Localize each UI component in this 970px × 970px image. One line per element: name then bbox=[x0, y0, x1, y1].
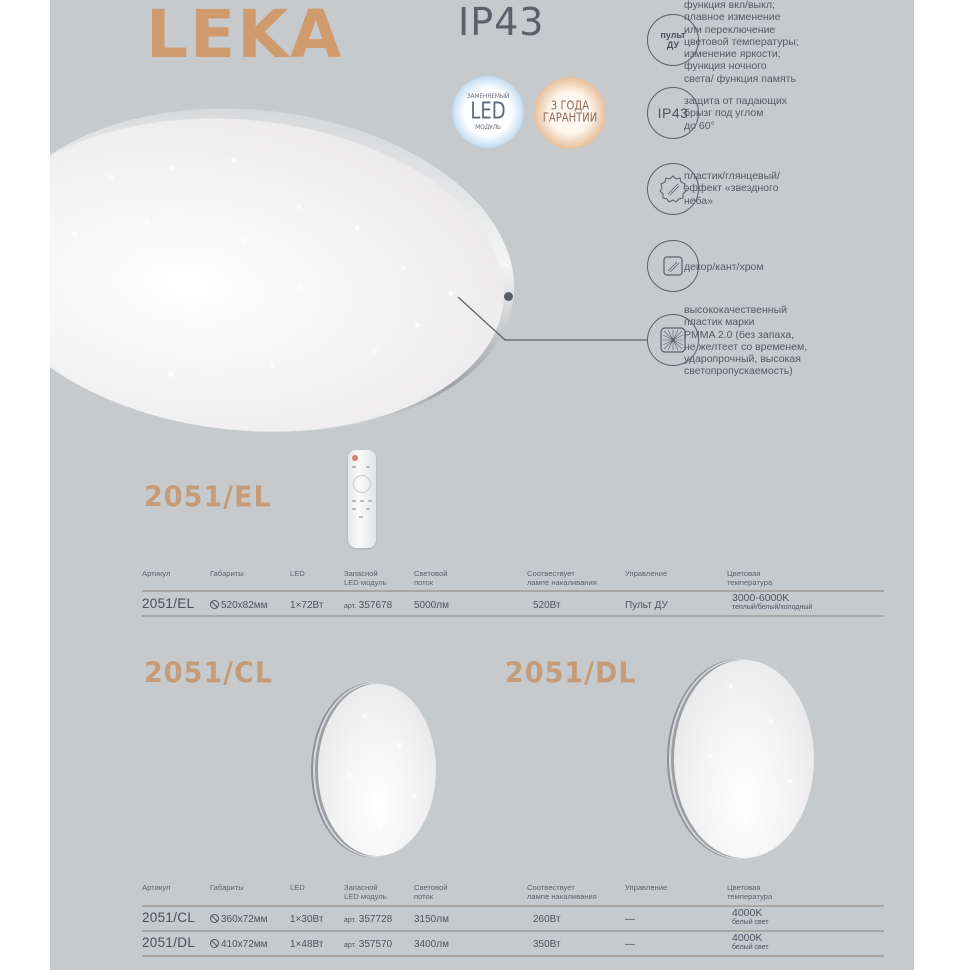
remote-icon-label-2: ДУ bbox=[666, 40, 680, 50]
ip43-icon-label: IP43 bbox=[657, 105, 689, 121]
col-equiv: Соотвествует лампе накаливания bbox=[527, 883, 597, 901]
table-rule bbox=[142, 955, 884, 957]
table-rule bbox=[142, 905, 884, 907]
table-rule bbox=[142, 930, 884, 932]
led-badge-main: LED bbox=[470, 97, 506, 125]
model-title-cl: 2051/CL bbox=[144, 657, 274, 690]
model-title-dl: 2051/DL bbox=[505, 657, 637, 690]
brand-title: LEKA bbox=[146, 0, 344, 73]
col-led: LED bbox=[290, 883, 305, 892]
warranty-line-2: ГАРАНТИИ bbox=[542, 111, 598, 125]
feature-ip43-text: защита от падающих брызг под углом до 60° bbox=[684, 95, 788, 132]
col-spare: Запасной LED модуль bbox=[344, 569, 387, 587]
col-temp: Цветовая температура bbox=[727, 883, 773, 901]
col-dimensions: Габариты bbox=[210, 883, 244, 892]
col-control: Управление bbox=[625, 883, 668, 892]
warranty-line-1: 3 ГОДА bbox=[550, 99, 590, 113]
col-article: Артикул bbox=[142, 883, 171, 892]
col-flux: Световой поток bbox=[414, 883, 448, 901]
model-title-el: 2051/EL bbox=[144, 481, 272, 514]
col-led: LED bbox=[290, 569, 305, 578]
led-badge-bottom: МОДУЛЬ bbox=[475, 124, 501, 131]
feature-trim-text: декор/кант/хром bbox=[684, 261, 764, 273]
feature-pmma-text: высококачественный пластик марки PMMA 2.0 (без запаха, не желтеет со временем, ударопрочный, высокая светопропускаемость) bbox=[684, 304, 808, 378]
diameter-icon bbox=[210, 939, 219, 948]
feature-starry-text: пластик/глянцевый/ эффект «звездного неба» bbox=[684, 170, 780, 207]
feature-remote-text: функция вкл/выкл; плавное изменение или переключение цветовой температуры; изменение яркости; функция ночного света/ функция память bbox=[684, 0, 799, 85]
lamp-2051-dl-image bbox=[674, 660, 814, 858]
col-flux: Световой поток bbox=[414, 569, 448, 587]
col-equiv: Соотвествует лампе накаливания bbox=[527, 569, 597, 587]
remote-icon-label: пульт bbox=[660, 30, 686, 40]
led-badge-top: ЗАМЕНЯЕМЫЙ bbox=[466, 93, 510, 100]
diameter-icon bbox=[210, 914, 219, 923]
col-dimensions: Габариты bbox=[210, 569, 244, 578]
col-article: Артикул bbox=[142, 569, 171, 578]
lamp-2051-cl-image bbox=[318, 684, 436, 856]
catalog-page: LEKA IP43 ЗАМЕНЯЕМЫЙ LED МОДУЛЬ 3 ГОДА ГАРАНТИИ пульт ДУ функция вкл/выкл; плавное изменение или переключение цветовой температуры; изменение яркости; функция ночного света/ функция память IP43 защита от падающих брызг под углом до 60° пластик/глянцевый/ эффект «звездного неба» декор/кант/хром высококачественный пластик марки PMMA 2.0 (без запаха, не желтеет со временем, ударопрочный, высокая светопропускаемость) 2051/EL Артикул Габариты LED Запасной LED модуль Световой поток Соотвествует лампе накаливания Управление Цветовая температура 2051/EL 520x82мм 1×72Вт арт. 357678 5000лм 520Вт Пульт ДУ 3000-6000K теплый/белый/холодный 2051/CL 2051/DL Артикул Габариты LED Запасной LED модуль Световой поток Соотвествует лампе накаливания Управление Цветовая температура 2051/CL 360x72мм 1×30Вт арт. 357728 3150лм 260Вт — 4000K белый свет 2051/DL 410x72мм 1×48Вт арт. 357570 3400лм 350Вт — 4000K белый свет bbox=[50, 0, 914, 970]
col-control: Управление bbox=[625, 569, 668, 578]
ip-rating-title: IP43 bbox=[458, 0, 545, 44]
col-temp: Цветовая температура bbox=[727, 569, 773, 587]
remote-control-image bbox=[348, 450, 376, 548]
diameter-icon bbox=[210, 600, 219, 609]
col-spare: Запасной LED модуль bbox=[344, 883, 387, 901]
table-rule bbox=[142, 615, 884, 617]
